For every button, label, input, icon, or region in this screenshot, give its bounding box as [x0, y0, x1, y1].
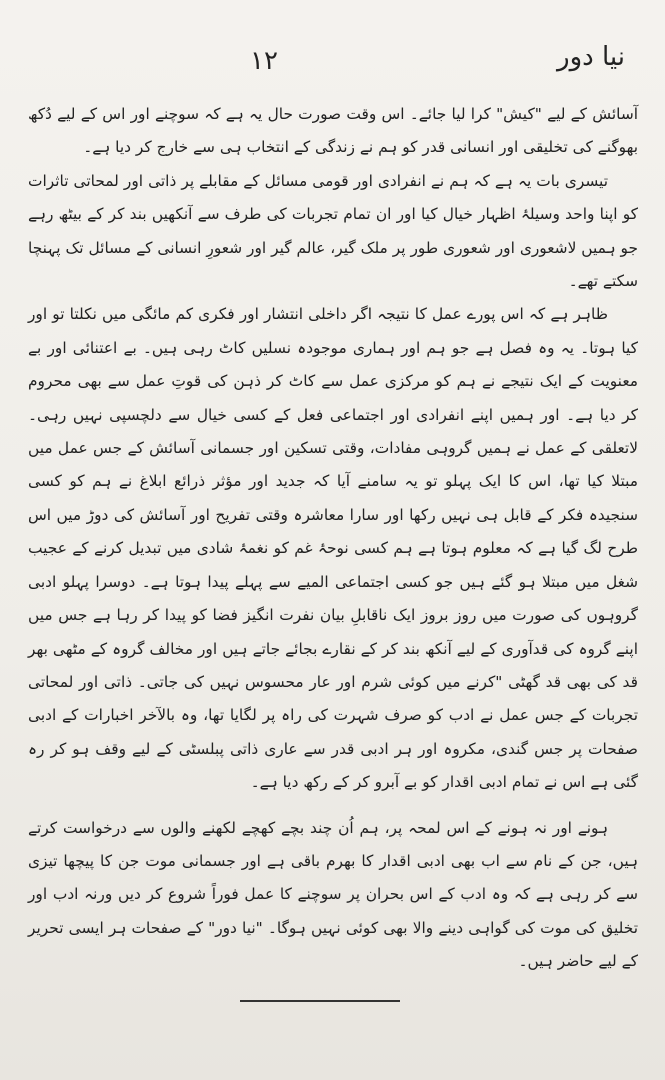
article-body	[28, 98, 638, 979]
page-header	[0, 42, 665, 82]
paragraph-1: آسائش کے لیے "کیش" کرا لیا جائے۔ اس وقت صورت حال یہ ہے کہ سوچنے اور اس کے لیے دُکھ بھوگنے کی تخلیقی اور انسانی قدر کو ہم نے زندگی کے انتخاب ہی سے خارج کر دیا ہے۔	[28, 105, 638, 157]
closing-rule	[240, 1000, 400, 1002]
magazine-title: نیا دور	[557, 42, 625, 72]
paragraph-2: تیسری بات یہ ہے کہ ہم نے انفرادی اور قومی مسائل کے مقابلے پر ذاتی اور لمحاتی تاثرات کو اپنا واحد وسیلۂ اظہار خیال کیا اور ان تمام تجربات کی طرف سے آنکھیں بند کر کے بیٹھ رہے جو ہمیں لاشعوری اور شعوری طور پر ملک گیر، عالم گیر اور شعورِ انسانی کے مسائل تک پہنچا سکتے تھے۔	[28, 171, 638, 291]
paragraph-3: ظاہر ہے کہ اس پورے عمل کا نتیجہ اگر داخلی انتشار اور فکری کم مائگی میں نکلتا تو اور کیا ہوتا۔ یہ وہ فصل ہے جو ہم اور ہماری موجودہ نسلیں کاٹ رہی ہیں۔ بے اعتنائی اور بے معنویت کے ایک نتیجے نے ہم کو مرکزی عمل سے کاٹ کر ذہن کی قوتِ عمل سے بھی محروم کر دیا ہے۔ اور ہمیں اپنے انفرادی اور اجتماعی فعل کے کسی خیال سے دلچسپی نہیں رہی۔ لاتعلقی کے عمل نے ہمیں گروہی مفادات، وقتی تسکین اور جسمانی آسائش کے جس عمل میں مبتلا کیا تھا، اس کا ایک پہلو تو یہ سامنے آیا کہ جدید اور مؤثر ذرائع ابلاغ نے ہم کو کسی سنجیدہ فکر کے قابل ہی نہیں رکھا اور سارا معاشرہ وقتی تفریح اور آسائش کی دوڑ میں اس طرح لگ گیا ہے کہ معلوم ہوتا ہے ہم کسی نوحۂ غم کو نغمۂ شادی میں تبدیل کرنے کے عجیب شغل میں مبتلا ہو گئے ہیں جو کسی اجتماعی المیے سے پہلے پیدا ہوتا ہے۔ دوسرا پہلو ادبی گروہوں کی صورت میں روز بروز ایک ناقابلِ بیان نفرت انگیز فضا کو پیدا کر رہا ہے جس میں اپنے گروہ کی قدآوری کے لیے آنکھ بند کر کے نقارے بجائے جاتے ہیں اور مخالف گروہ کے مٹھی بھر قد کی بھی قد گھٹی "کرنے میں کوئی شرم اور عار محسوس نہیں کی جاتی۔ ذاتی اور لمحاتی تجربات کے جس عمل نے ادب کو صرف شہرت کی راہ پر لگایا تھا، وہ بالآخر اخبارات کے ادبی صفحات پر جس گندی، مکروہ اور ہر ادبی قدر سے عاری ذاتی پبلسٹی کے لیے وقف ہو کر رہ گئی ہے اس نے تمام ادبی اقدار کو بے آبرو کر کے رکھ دیا ہے۔	[28, 305, 638, 792]
page-number: ۱۲	[250, 46, 278, 76]
paragraph-4: ہونے اور نہ ہونے کے اس لمحہ پر، ہم اُن چند بچے کھچے لکھنے والوں سے درخواست کرتے ہیں، جن کے نام سے اب بھی ادبی اقدار کا بھرم باقی ہے اور جسمانی موت جن کا پیچھا تیزی سے کر رہی ہے کہ وہ ادب کے اس بحران پر سوچنے کا عمل فوراً شروع کر دیں ورنہ ادب اور تخلیق کی موت کی گواہی دینے والا بھی کوئی نہیں ہوگا۔ "نیا دور" کے صفحات ہر ایسی تحریر کے لیے حاضر ہیں۔	[28, 818, 638, 971]
